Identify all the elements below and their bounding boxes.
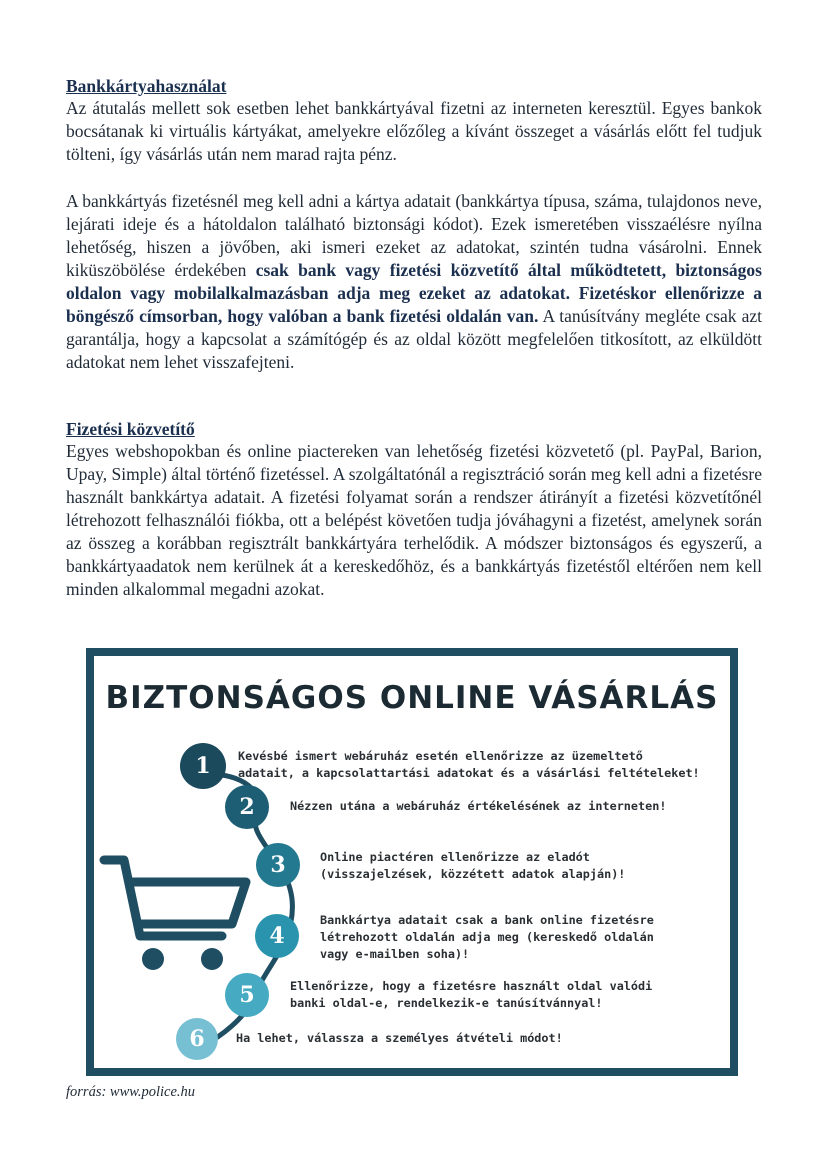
step-number-6: 6 — [189, 1026, 205, 1052]
section-heading: Bankkártyahasználat — [66, 76, 227, 96]
step-text-6 — [236, 1030, 563, 1047]
paragraph — [66, 190, 762, 374]
step-text-4 — [320, 912, 654, 963]
step-text-3 — [320, 849, 625, 883]
bold-text: Fizetéskor ellenőrizze a böngésző címsorban, hogy valóban a bank fizetési oldalán van. — [66, 283, 762, 326]
step-number-4: 4 — [269, 923, 285, 949]
text-run — [570, 283, 579, 303]
section-payment-intermediary — [66, 418, 762, 601]
step-line: (visszajelzések, közzétett adatok alapján)! — [320, 867, 626, 881]
paragraph: Egyes webshopokban és online piactereken van lehetőség fizetési közvetető (pl. PayPal, Barion, Upay, Simple) által történő fizetéssel. A szolgáltatónál a regisztráció során meg kell adni a fizetésre használt bankkártya adatait. A fizetési folyamat során a rendszer átirányít a fizetési közvetítőnél létrehozott felhasználói fiókba, ott a belépést követően tudja jóváhagyni a fizetést, amelynek során az összeg a korábban regisztrált bankkártyára terhelődik. A módszer biztonságos és egyszerű, a bankkártyaadatok nem kerülnek át a kereskedőhöz, és a bankkártyás fizetéstől eltérően nem kell minden alkalommal megadni azokat. — [66, 441, 762, 599]
section-card-details — [66, 190, 762, 374]
step-line: vagy e-mailben soha)! — [320, 947, 470, 961]
step-line: létrehozott oldalán adja meg (kereskedő oldalán — [320, 930, 654, 944]
step-line: Online piactéren ellenőrizze az eladót — [320, 850, 590, 864]
bold-text: csak bank vagy fizetési közvetítő által működtetett, biztonságos oldalon vagy mobilalkalmazásban adja meg ezeket az adatokat. — [66, 260, 762, 303]
step-line: Ha lehet, válassza a személyes átvételi módot! — [236, 1031, 563, 1045]
text-run: A tanúsítvány megléte csak azt garantálja, hogy a kapcsolat a számítógép és az oldal között megfelelően titkosított, az elküldött adatokat nem lehet visszafejteni. — [66, 306, 762, 372]
shopping-cart-icon — [104, 860, 246, 936]
step-line: Bankkártya adatait csak a bank online fizetésre — [320, 913, 654, 927]
step-line: adatait, a kapcsolattartási adatokat és a vásárlási feltételeket! — [238, 766, 700, 780]
step-number-2: 2 — [239, 794, 255, 820]
cart-wheel — [142, 948, 164, 970]
section-heading: Fizetési közvetítő — [66, 419, 195, 439]
infographic-title: BIZTONSÁGOS ONLINE VÁSÁRLÁS — [105, 680, 719, 716]
step-text-1 — [238, 748, 700, 782]
step-number-3: 3 — [270, 852, 286, 878]
section-bank-card — [66, 75, 762, 166]
step-number-1: 1 — [195, 753, 211, 779]
cart-wheel — [201, 948, 223, 970]
step-number-5: 5 — [239, 982, 255, 1008]
source-caption: forrás: www.police.hu — [66, 1084, 196, 1100]
step-text-2 — [290, 798, 666, 815]
step-line: banki oldal-e, rendelkezik-e tanúsítvánnyal! — [290, 996, 603, 1010]
paragraph: Az átutalás mellett sok esetben lehet bankkártyával fizetni az interneten keresztül. Egyes bankok bocsátanak ki virtuális kártyákat, amelyekre előzőleg a kívánt összeget a vásárlás előtt fel tudjuk tölteni, így vásárlás után nem marad rajta pénz. — [66, 98, 762, 164]
step-text-5 — [290, 978, 652, 1012]
step-line: Nézzen utána a webáruház értékelésének az interneten! — [290, 799, 667, 813]
text-run: A bankkártyás fizetésnél meg kell adni a kártya adatait (bankkártya típusa, száma, tulajdonos neve, lejárati ideje és a hátoldalon található biztonsági kódot). Ezek ismeretében visszaélésre nyílna lehetőség, hiszen a jövőben, aki ismeri ezeket az adatokat, szintén tudna vásárolni. Ennek kiküszöbölése érdekében — [66, 191, 762, 280]
safe-shopping-infographic — [86, 648, 738, 1076]
step-line: Ellenőrizze, hogy a fizetésre használt oldal valódi — [290, 979, 653, 993]
step-line: Kevésbé ismert webáruház esetén ellenőrizze az üzemeltető — [238, 749, 643, 763]
